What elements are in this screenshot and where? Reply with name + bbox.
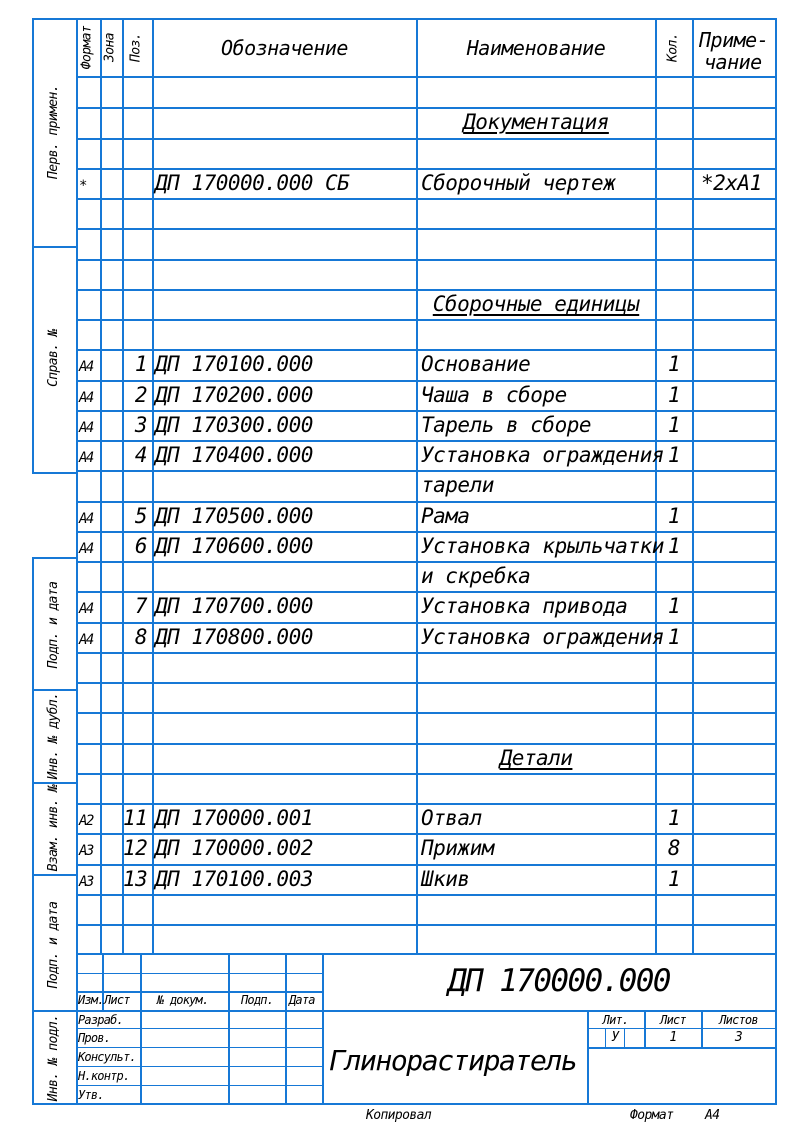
kopiroval-label: Копировал bbox=[366, 1108, 432, 1123]
name-cell: тарели bbox=[421, 473, 494, 497]
poz-cell: 8 bbox=[134, 625, 147, 649]
lit-value: У bbox=[611, 1030, 619, 1045]
name-cell: Установка ограждения bbox=[421, 443, 664, 467]
format-cell: А4 bbox=[79, 390, 93, 406]
perv-primen-label: Перв. примен. bbox=[46, 85, 61, 179]
poz-cell: 6 bbox=[134, 534, 147, 558]
table-row bbox=[0, 349, 798, 379]
designation-cell: ДП 170000.001 bbox=[155, 806, 313, 830]
section-heading: Детали bbox=[499, 746, 573, 770]
note-cell: *2хА1 bbox=[701, 171, 762, 195]
header-format: Формат bbox=[79, 25, 95, 70]
konsult-label: Консульт. bbox=[78, 1050, 136, 1064]
table-row bbox=[0, 168, 798, 198]
table-row bbox=[0, 198, 798, 228]
name-cell: Установка крыльчатки bbox=[421, 534, 664, 558]
list-header-label: Лист bbox=[660, 1013, 686, 1027]
header-primechanie-2: чание bbox=[704, 50, 762, 74]
data-label: Дата bbox=[289, 993, 315, 1007]
listov-value: 3 bbox=[734, 1030, 743, 1045]
poz-cell: 1 bbox=[134, 352, 147, 376]
name-cell: Установка ограждения bbox=[421, 625, 664, 649]
name-cell: Тарель в сборе bbox=[421, 413, 592, 437]
format-cell: А3 bbox=[79, 874, 93, 890]
quantity-cell: 1 bbox=[667, 867, 681, 891]
quantity-cell: 1 bbox=[667, 806, 681, 830]
quantity-cell: 1 bbox=[667, 625, 681, 649]
header-kol: Кол. bbox=[665, 33, 681, 62]
quantity-cell: 8 bbox=[667, 836, 681, 860]
format-cell: А2 bbox=[79, 813, 93, 829]
table-row bbox=[0, 107, 798, 137]
name-cell: Основание bbox=[421, 352, 531, 376]
lit-label: Лит. bbox=[602, 1013, 629, 1027]
name-cell: Шкив bbox=[421, 867, 470, 891]
designation-cell: ДП 170400.000 bbox=[155, 443, 313, 467]
designation-cell: ДП 170500.000 bbox=[155, 504, 313, 528]
poz-cell: 3 bbox=[134, 413, 147, 437]
header-poz: Поз. bbox=[128, 33, 144, 62]
document-code: ДП 170000.000 bbox=[448, 963, 670, 999]
product-name: Глинорастиратель bbox=[329, 1044, 577, 1077]
poz-cell: 13 bbox=[123, 867, 148, 891]
podp-label: Подп. bbox=[241, 993, 274, 1007]
prov-label: Пров. bbox=[78, 1031, 111, 1045]
designation-cell: ДП 170800.000 bbox=[155, 625, 313, 649]
format-cell: * bbox=[79, 178, 86, 194]
designation-cell: ДП 170300.000 bbox=[155, 413, 313, 437]
listov-label: Листов bbox=[719, 1013, 758, 1027]
format-cell: А4 bbox=[79, 359, 93, 375]
quantity-cell: 1 bbox=[667, 352, 681, 376]
table-row bbox=[0, 622, 798, 652]
header-primechanie-1: Приме- bbox=[699, 28, 769, 52]
quantity-cell: 1 bbox=[667, 504, 681, 528]
name-cell: Рама bbox=[421, 504, 470, 528]
quantity-cell: 1 bbox=[667, 443, 681, 467]
table-row bbox=[0, 289, 798, 319]
name-cell: Отвал bbox=[421, 806, 482, 830]
poz-cell: 7 bbox=[134, 594, 147, 618]
name-cell: Прижим bbox=[421, 836, 494, 860]
designation-cell: ДП 170000.002 bbox=[155, 836, 313, 860]
vzam-inv-label: Взам. инв. № bbox=[46, 784, 61, 872]
designation-cell: ДП 170100.000 bbox=[155, 352, 313, 376]
poz-cell: 4 bbox=[134, 443, 147, 467]
table-row bbox=[0, 864, 798, 894]
designation-cell: ДП 170100.003 bbox=[155, 867, 313, 891]
designation-cell: ДП 170700.000 bbox=[155, 594, 313, 618]
table-row bbox=[0, 380, 798, 410]
format-cell: А4 bbox=[79, 632, 93, 648]
format-value: А4 bbox=[705, 1108, 720, 1123]
table-row bbox=[0, 712, 798, 742]
table-row bbox=[0, 743, 798, 773]
poz-cell: 5 bbox=[134, 504, 147, 528]
section-heading: Сборочные единицы bbox=[432, 292, 640, 316]
table-row bbox=[0, 894, 798, 924]
table-row bbox=[0, 410, 798, 440]
table-row bbox=[0, 501, 798, 531]
table-row bbox=[0, 924, 798, 954]
table-row bbox=[0, 470, 798, 500]
table-row bbox=[0, 228, 798, 258]
no-dokum-label: № докум. bbox=[157, 993, 209, 1007]
quantity-cell: 1 bbox=[667, 383, 681, 407]
format-cell: А3 bbox=[79, 843, 93, 859]
table-row bbox=[0, 652, 798, 682]
header-oboznachenie: Обозначение bbox=[221, 36, 348, 60]
razrab-label: Разраб. bbox=[78, 1013, 123, 1027]
podp-data-1-label: Подп. и дата bbox=[46, 581, 61, 669]
format-cell: А4 bbox=[79, 601, 93, 617]
designation-cell: ДП 170600.000 bbox=[155, 534, 313, 558]
list-value: 1 bbox=[669, 1030, 677, 1045]
section-heading: Документация bbox=[463, 110, 609, 134]
quantity-cell: 1 bbox=[667, 413, 681, 437]
quantity-cell: 1 bbox=[667, 534, 681, 558]
table-row bbox=[0, 319, 798, 349]
table-row bbox=[0, 138, 798, 168]
table-row bbox=[0, 591, 798, 621]
list-label: Лист bbox=[104, 993, 130, 1007]
table-row bbox=[0, 773, 798, 803]
designation-cell: ДП 170200.000 bbox=[155, 383, 313, 407]
poz-cell: 12 bbox=[123, 836, 148, 860]
izm-label: Изм. bbox=[78, 993, 104, 1007]
table-row bbox=[0, 561, 798, 591]
table-row bbox=[0, 440, 798, 470]
inv-podl-label: Инв. № подл. bbox=[46, 1014, 61, 1102]
format-label: Формат bbox=[630, 1108, 674, 1123]
table-row bbox=[0, 682, 798, 712]
sprav-no-label: Справ. № bbox=[46, 329, 61, 387]
name-cell: и скребка bbox=[421, 564, 531, 588]
table-row bbox=[0, 77, 798, 107]
designation-cell: ДП 170000.000 СБ bbox=[155, 171, 350, 195]
format-cell: А4 bbox=[79, 511, 93, 527]
poz-cell: 2 bbox=[134, 383, 147, 407]
header-zona: Зона bbox=[102, 33, 118, 62]
podp-data-2-label: Подп. и дата bbox=[46, 901, 61, 989]
quantity-cell: 1 bbox=[667, 594, 681, 618]
header-naimenovanie: Наименование bbox=[466, 36, 606, 60]
name-cell: Установка привода bbox=[421, 594, 628, 618]
table-row bbox=[0, 833, 798, 863]
format-cell: А4 bbox=[79, 541, 93, 557]
name-cell: Сборочный чертеж bbox=[421, 171, 616, 195]
inv-dubl-label: Инв. № дубл. bbox=[46, 692, 61, 780]
name-cell: Чаша в сборе bbox=[421, 383, 567, 407]
table-row bbox=[0, 803, 798, 833]
table-row bbox=[0, 259, 798, 289]
n-kontr-label: Н.контр. bbox=[78, 1069, 130, 1083]
format-cell: А4 bbox=[79, 420, 93, 436]
format-cell: А4 bbox=[79, 450, 93, 466]
utv-label: Утв. bbox=[78, 1088, 104, 1102]
table-row bbox=[0, 531, 798, 561]
poz-cell: 11 bbox=[123, 806, 148, 830]
